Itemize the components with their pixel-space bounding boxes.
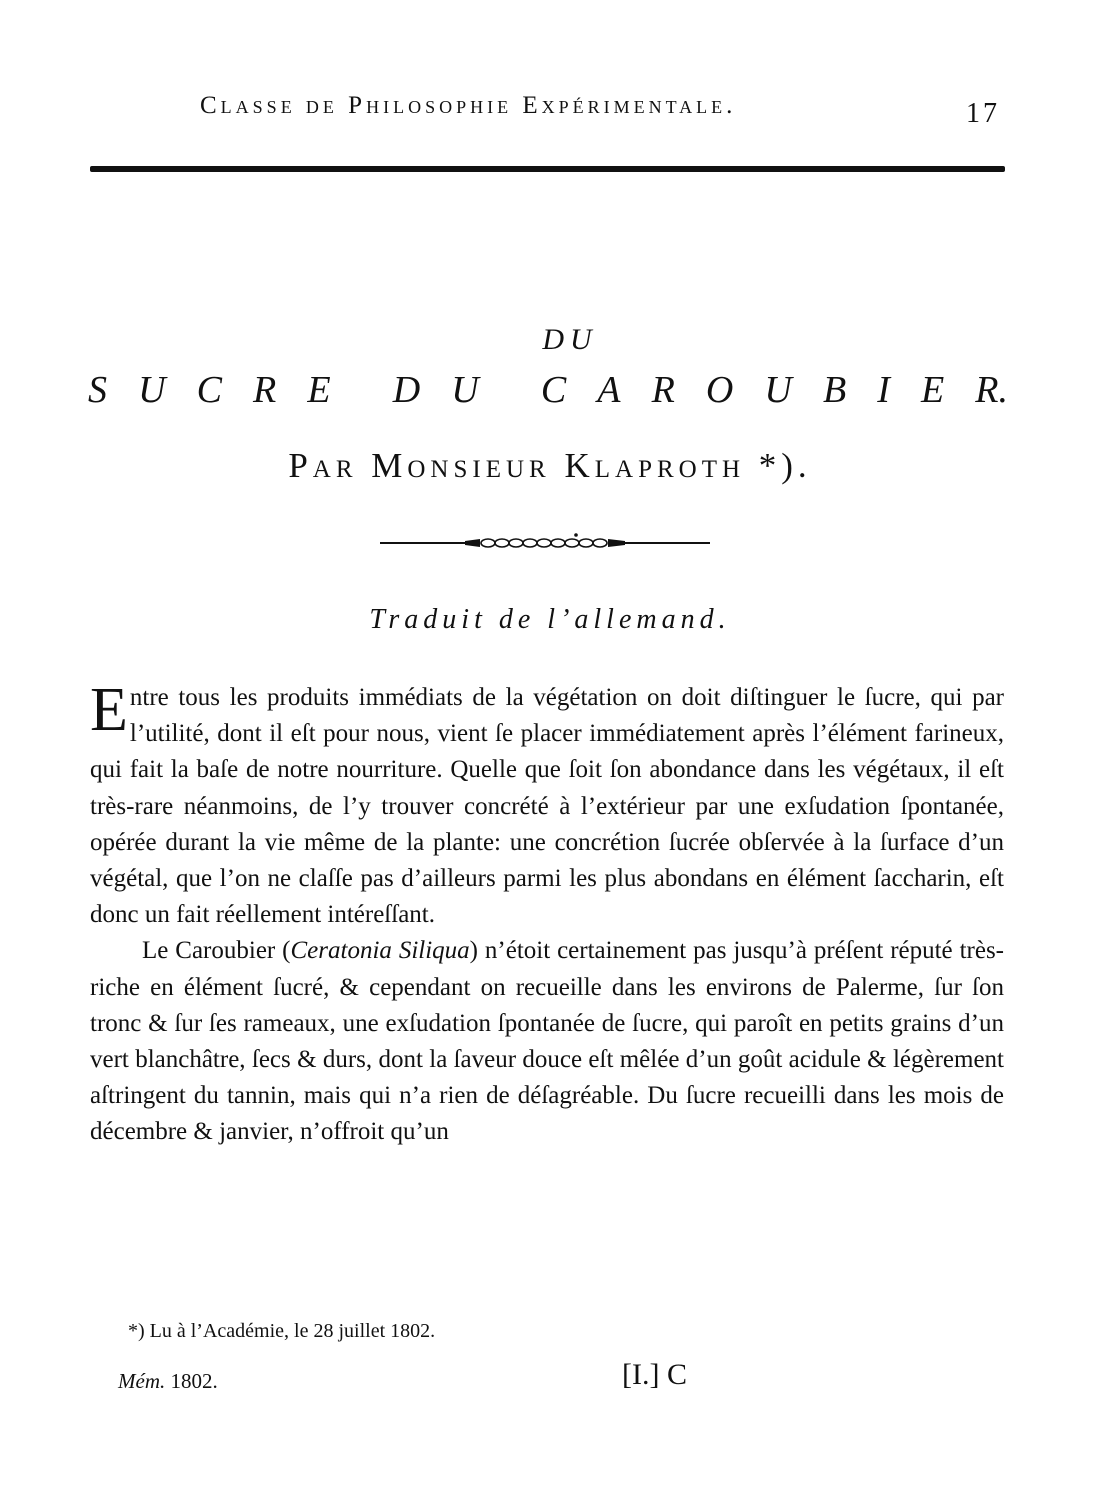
paragraph-2	[90, 933, 1004, 1150]
main-title-letter: C	[540, 369, 567, 411]
paragraph-2-start: Le Caroubier (	[142, 937, 291, 965]
main-title-letter: I	[877, 369, 890, 411]
main-title	[88, 368, 1008, 412]
main-title-letter: R	[253, 369, 277, 411]
main-title-letter: O	[705, 369, 734, 411]
subtitle: Traduit de l’allemand.	[369, 604, 731, 635]
author-line: Par Monsieur Klaproth *).	[288, 446, 812, 485]
signature-mem-label: Mém.	[118, 1369, 166, 1393]
latin-name: Ceratonia Siliqua	[290, 937, 470, 965]
main-title-letter: U	[138, 369, 166, 411]
main-title-letter: E	[920, 369, 945, 411]
main-title-letter: D	[392, 369, 421, 411]
main-title-letter: R.	[975, 369, 1008, 411]
main-title-letter: R	[651, 369, 675, 411]
ornament-divider-icon	[380, 532, 710, 552]
paragraph-1: Entre tous les produits immédiats de la végétation on doit diſtinguer le ſucre, qui par l’utilité, dont il eſt pour nous, vient ſe placer immédiatement après l’élément farineux, qui fait la baſe de notre nourriture. Quelle que ſoit ſon abondance dans les végétaux, il eſt très-rare néanmoins, de l’y trouver concrété à l’extérieur par une exſudation ſpontanée, opérée durant la vie même de la plante: une concrétion ſucrée obſervée à la ſurface d’un végétal, que l’on ne claſſe pas d’ailleurs parmi les plus abondans en élément ſaccharin, eſt donc un fait réellement intéreſſant.	[90, 676, 1004, 929]
main-title-letter: C	[196, 369, 222, 411]
signature-year: 1802.	[170, 1369, 218, 1393]
title-preposition: DU	[542, 323, 598, 356]
body-text	[90, 676, 1004, 1151]
main-title-letter: U	[764, 369, 792, 411]
running-head-title: Classe de Philosophie Expérimentale.	[200, 92, 737, 119]
main-title-letter: S	[88, 369, 107, 411]
paragraph-2-rest: ) n’étoit certainement pas jusqu’à préſent réputé très-riche en élément ſucré, & cependant on recueille dans les environs de Palerme, ſur ſon tronc & ſur ſes rameaux, une exſudation ſpontanée de ſucre, qui paroît en petits grains d’un vert blanchâtre, ſecs & durs, dont la ſaveur douce eſt mêlée d’un goût acidule & légèrement aſtringent du tannin, mais qui n’a rien de déſagréable. Du ſucre recueilli dans les mois de décembre & janvier, n’offroit qu’un	[90, 937, 1004, 1146]
header-rule	[90, 166, 1005, 172]
main-title-letter: E	[307, 369, 331, 411]
signature-memoire	[118, 1369, 218, 1394]
page-number: 17	[966, 98, 1000, 129]
main-title-letter: U	[451, 369, 479, 411]
main-title-letter: A	[597, 369, 621, 411]
main-title-letter: B	[822, 369, 847, 411]
footnote: *) Lu à l’Académie, le 28 juillet 1802.	[128, 1320, 436, 1342]
signature-mark: [I.] C	[622, 1358, 687, 1391]
